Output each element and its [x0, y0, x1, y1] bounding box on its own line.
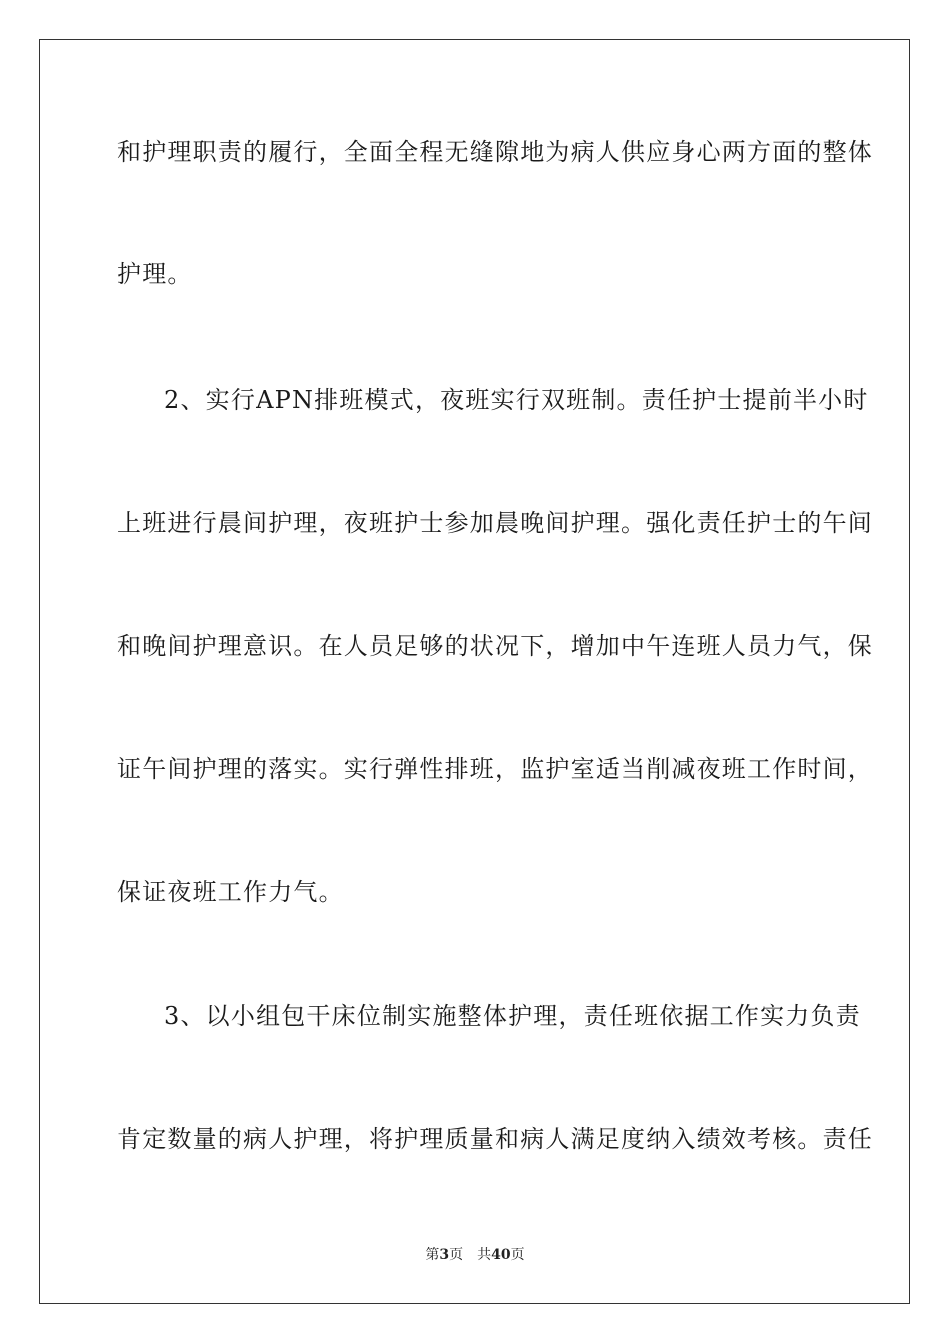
page-prefix: 第: [425, 1247, 440, 1263]
body-text-line: 和晚间护理意识。在人员足够的状况下，增加中午连班人员力气，保: [117, 632, 873, 660]
paragraph-2-first-line: 2、实行APN排班模式，夜班实行双班制。责任护士提前半小时: [164, 386, 869, 414]
body-text-line: 肯定数量的病人护理，将护理质量和病人满足度纳入绩效考核。责任: [117, 1125, 873, 1153]
body-text-line: 和护理职责的履行，全面全程无缝隙地为病人供应身心两方面的整体: [117, 138, 873, 166]
body-text-line: 证午间护理的落实。实行弹性排班，监护室适当削减夜班工作时间，: [117, 755, 873, 783]
body-text-line: 保证夜班工作力气。: [117, 878, 344, 906]
page-border: [39, 39, 910, 1304]
body-text-line: 护理。: [117, 260, 193, 288]
total-prefix: 共: [477, 1247, 492, 1263]
page-number: 3: [439, 1247, 450, 1263]
body-text-line: 上班进行晨间护理，夜班护士参加晨晚间护理。强化责任护士的午间: [117, 509, 873, 537]
page-footer: [0, 1246, 950, 1264]
paragraph-3-first-line: 3、以小组包干床位制实施整体护理，责任班依据工作实力负责: [164, 1002, 861, 1030]
page-unit: 页: [449, 1247, 464, 1263]
total-pages: 40: [491, 1247, 511, 1263]
total-unit: 页: [510, 1247, 525, 1263]
